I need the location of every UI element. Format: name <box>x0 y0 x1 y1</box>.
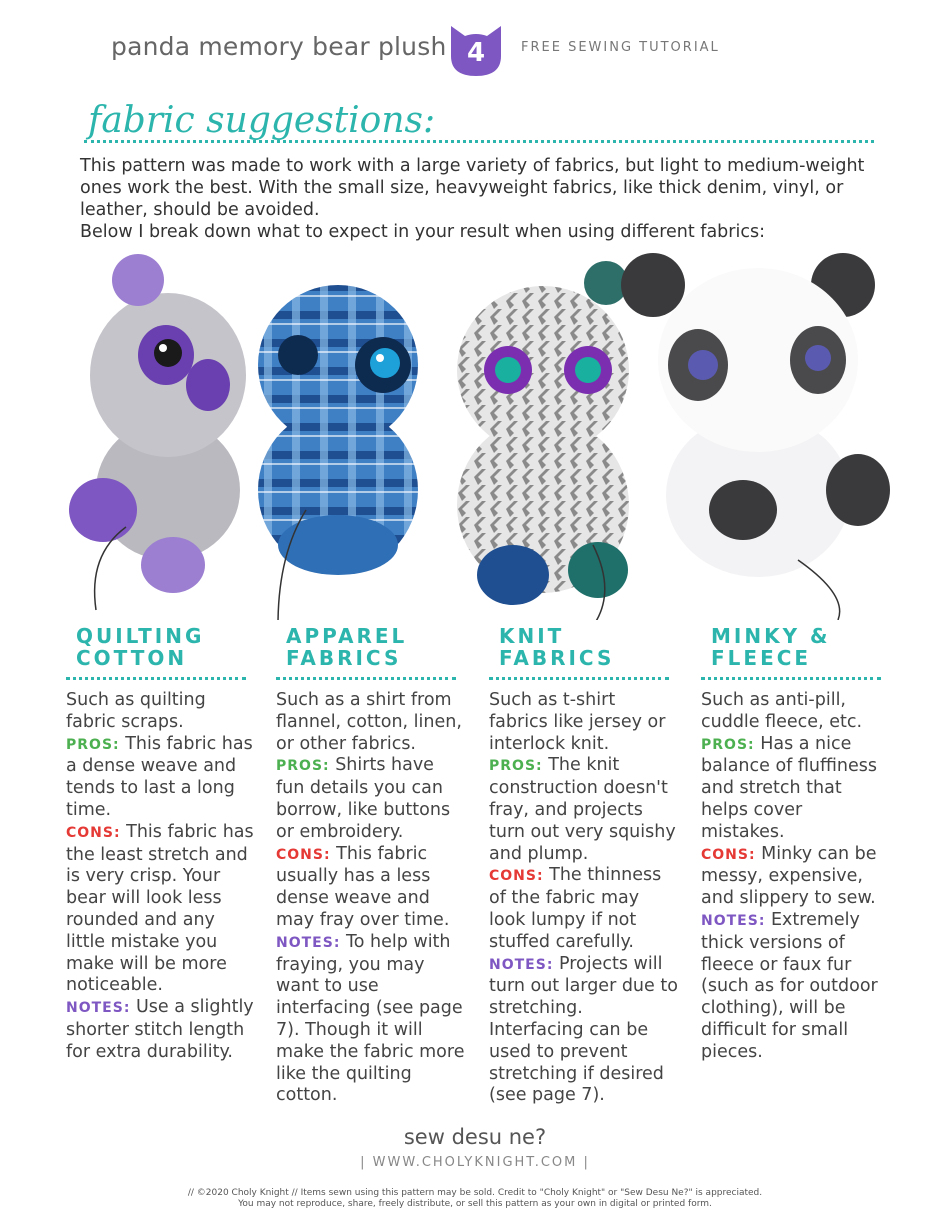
column-intro: Such as anti-pill, cuddle fleece, etc. <box>701 690 863 732</box>
heading-line-2: FLEECE <box>711 646 812 670</box>
column-divider <box>66 677 246 680</box>
heading-line-2: FABRICS <box>499 646 615 670</box>
pros-label: PROS: <box>701 736 755 753</box>
column-intro: Such as a shirt from flannel, cotton, linen, or other fabrics. <box>276 690 462 754</box>
notes-label: NOTES: <box>489 956 554 973</box>
notes-text: Use a slightly shorter stitch length for extra durability. <box>66 997 254 1062</box>
column-heading <box>276 625 466 669</box>
column-knit-fabrics <box>489 625 679 1107</box>
pros-label: PROS: <box>66 736 120 753</box>
legal-line-1: // ©2020 Choly Knight // Items sewn using this pattern may be sold. Credit to "Choly Knight" or "Sew Desu Ne?" is appreciated. <box>187 1188 763 1198</box>
column-minky-fleece <box>701 625 891 1064</box>
pros-label: PROS: <box>276 758 330 775</box>
column-apparel-fabrics <box>276 625 466 1107</box>
notes-label: NOTES: <box>66 1000 131 1017</box>
pros-text: Shirts have fun details you can borrow, like buttons or embroidery. <box>276 755 451 842</box>
pros-text: The knit construction doesn't fray, and projects turn out very squishy and plump. <box>489 755 676 864</box>
heading-line-1: QUILTING <box>76 624 205 648</box>
pros-text: This fabric has a dense weave and tends to last a long time. <box>66 733 253 820</box>
heading-line-2: COTTON <box>76 646 188 670</box>
title-divider <box>84 140 874 143</box>
column-heading <box>489 625 679 669</box>
cons-label: CONS: <box>701 846 756 863</box>
column-heading <box>66 625 256 669</box>
pros-label: PROS: <box>489 758 543 775</box>
intro-text <box>80 155 880 243</box>
intro-paragraph-2: Below I break down what to expect in your result when using different fabrics: <box>80 222 765 242</box>
cons-text: This fabric usually has a less dense weave and may fray over time. <box>276 843 450 930</box>
column-divider <box>276 677 456 680</box>
notes-text: To help with fraying, you may want to use interfacing (see page 7). Though it will make the fabric more like the quilting cotton. <box>276 931 465 1106</box>
footer-url[interactable]: | WWW.CHOLYKNIGHT.COM | <box>360 1155 590 1170</box>
notes-text: Extremely thick versions of fleece or faux fur (such as for outdoor clothing), will be difficult for small pieces. <box>701 909 878 1062</box>
column-intro: Such as quilting fabric scraps. <box>66 690 206 732</box>
column-quilting-cotton <box>66 625 256 1064</box>
intro-paragraph: This pattern was made to work with a large variety of fabrics, but light to medium-weight ones work the best. With the small size, heavyweight fabrics, like thick denim, vinyl, or leather, should be avoided. <box>80 156 865 220</box>
column-divider <box>489 677 669 680</box>
plush-bears-photo <box>58 245 908 620</box>
column-body <box>66 690 256 1064</box>
column-body <box>701 690 891 1064</box>
bear-minky-fleece <box>621 253 890 577</box>
bear-knit-fabrics <box>457 261 629 605</box>
cons-label: CONS: <box>276 846 331 863</box>
notes-text: Projects will turn out larger due to stretching. Interfacing can be used to prevent stretching if desired (see page 7). <box>489 953 678 1106</box>
cons-text: The thinness of the fabric may look lumpy if not stuffed carefully. <box>489 865 662 952</box>
heading-line-1: MINKY & <box>711 624 831 648</box>
footer-legal <box>0 1188 950 1210</box>
tutorial-label: FREE SEWING TUTORIAL <box>521 40 720 55</box>
cons-text: Minky can be messy, expensive, and slippery to sew. <box>701 843 877 909</box>
bear-quilting-cotton <box>69 254 246 593</box>
page-number: 4 <box>466 38 486 68</box>
pros-text: Has a nice balance of fluffiness and stretch that helps cover mistakes. <box>701 733 878 842</box>
column-body <box>489 690 679 1107</box>
notes-label: NOTES: <box>701 912 766 929</box>
cons-label: CONS: <box>489 868 544 885</box>
document-title: panda memory bear plush <box>111 32 447 61</box>
column-intro: Such as t-shirt fabrics like jersey or interlock knit. <box>489 690 666 754</box>
heading-line-1: KNIT <box>499 624 565 648</box>
column-heading <box>701 625 891 669</box>
section-title: fabric suggestions: <box>88 100 436 141</box>
heading-line-1: APPAREL <box>286 624 408 648</box>
column-divider <box>701 677 881 680</box>
bear-apparel-fabrics <box>258 285 418 575</box>
heading-line-2: FABRICS <box>286 646 402 670</box>
notes-label: NOTES: <box>276 934 341 951</box>
footer-brand: sew desu ne? <box>403 1125 547 1149</box>
legal-line-2: You may not reproduce, share, freely distribute, or sell this pattern as your own in digital or printed form. <box>238 1199 712 1209</box>
cons-label: CONS: <box>66 824 121 841</box>
cons-text: This fabric has the least stretch and is very crisp. Your bear will look less rounded and any little mistake you make will be more noticeable. <box>66 821 254 996</box>
column-body <box>276 690 466 1107</box>
